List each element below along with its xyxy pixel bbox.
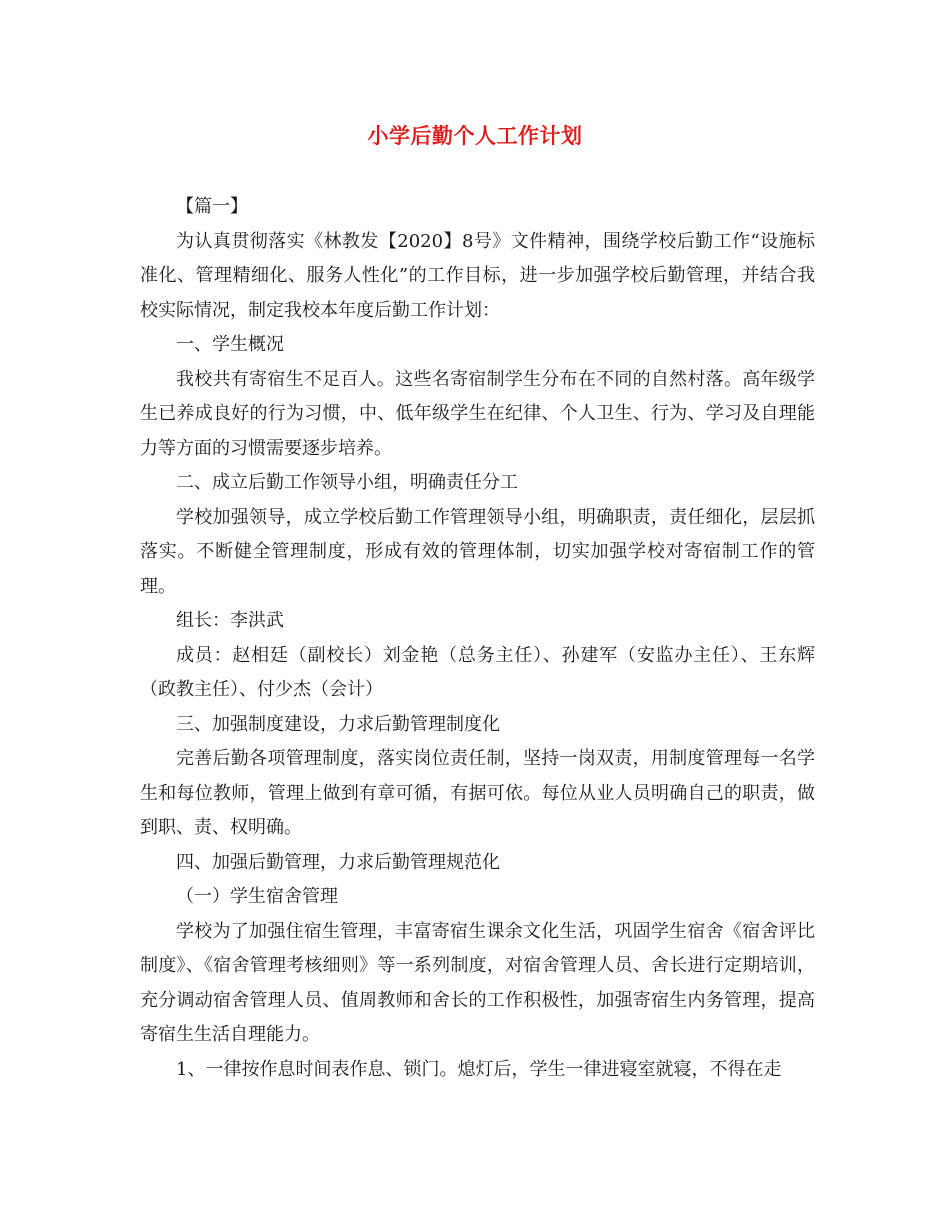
- section-heading: 二、成立后勤工作领导小组，明确责任分工: [176, 472, 518, 493]
- section-label: 【篇一】: [176, 196, 248, 217]
- body-paragraph: 学校为了加强住宿生管理，丰富寄宿生课余文化生活，巩固学生宿舍《宿舍评比制度》、《宿舍管理考核细则》等一系列制度，对宿舍管理人员、舍长进行定期培训，充分调动宿舍管理人员、值周教师和舍长的工作积极性，加强寄宿生内务管理，提高寄宿生生活自理能力。: [140, 920, 815, 1045]
- body-paragraph: 完善后勤各项管理制度，落实岗位责任制，坚持一岗双责，用制度管理每一名学生和每位教师，管理上做到有章可循，有据可依。每位从业人员明确自己的职责，做到职、责、权明确。: [140, 748, 815, 838]
- document-body: [140, 190, 815, 1087]
- team-leader-line: 组长：李洪武: [176, 610, 284, 631]
- section-heading: 三、加强制度建设，力求后勤管理制度化: [176, 713, 500, 735]
- subsection-heading: （一）学生宿舍管理: [176, 886, 338, 907]
- body-paragraph: 我校共有寄宿生不足百人。这些名寄宿制学生分布在不同的自然村落。高年级学生已养成良好的行为习惯，中、低年级学生在纪律、个人卫生、行为、学习及自理能力等方面的习惯需要逐步培养。: [140, 368, 815, 459]
- document-title: 小学后勤个人工作计划: [367, 123, 583, 148]
- team-members-line: 成员：赵相廷（副校长）刘金艳（总务主任）、孙建军（安监办主任）、王东辉（政教主任）、付少杰（会计）: [140, 644, 815, 700]
- body-paragraph: 学校加强领导，成立学校后勤工作管理领导小组，明确职责，责任细化，层层抓落实。不断健全管理制度，形成有效的管理体制，切实加强学校对寄宿制工作的管理。: [140, 506, 815, 597]
- list-item: 1、一律按作息时间表作息、锁门。熄灯后，学生一律进寝室就寝，不得在走: [176, 1058, 782, 1080]
- section-heading: 一、学生概况: [176, 334, 284, 355]
- intro-paragraph: 为认真贯彻落实《林教发【2020】8号》文件精神，围绕学校后勤工作“设施标准化、管理精细化、服务人性化”的工作目标，进一步加强学校后勤管理，并结合我校实际情况，制定我校本年度后勤工作计划：: [140, 230, 815, 321]
- section-heading: 四、加强后勤管理，力求后勤管理规范化: [176, 851, 500, 873]
